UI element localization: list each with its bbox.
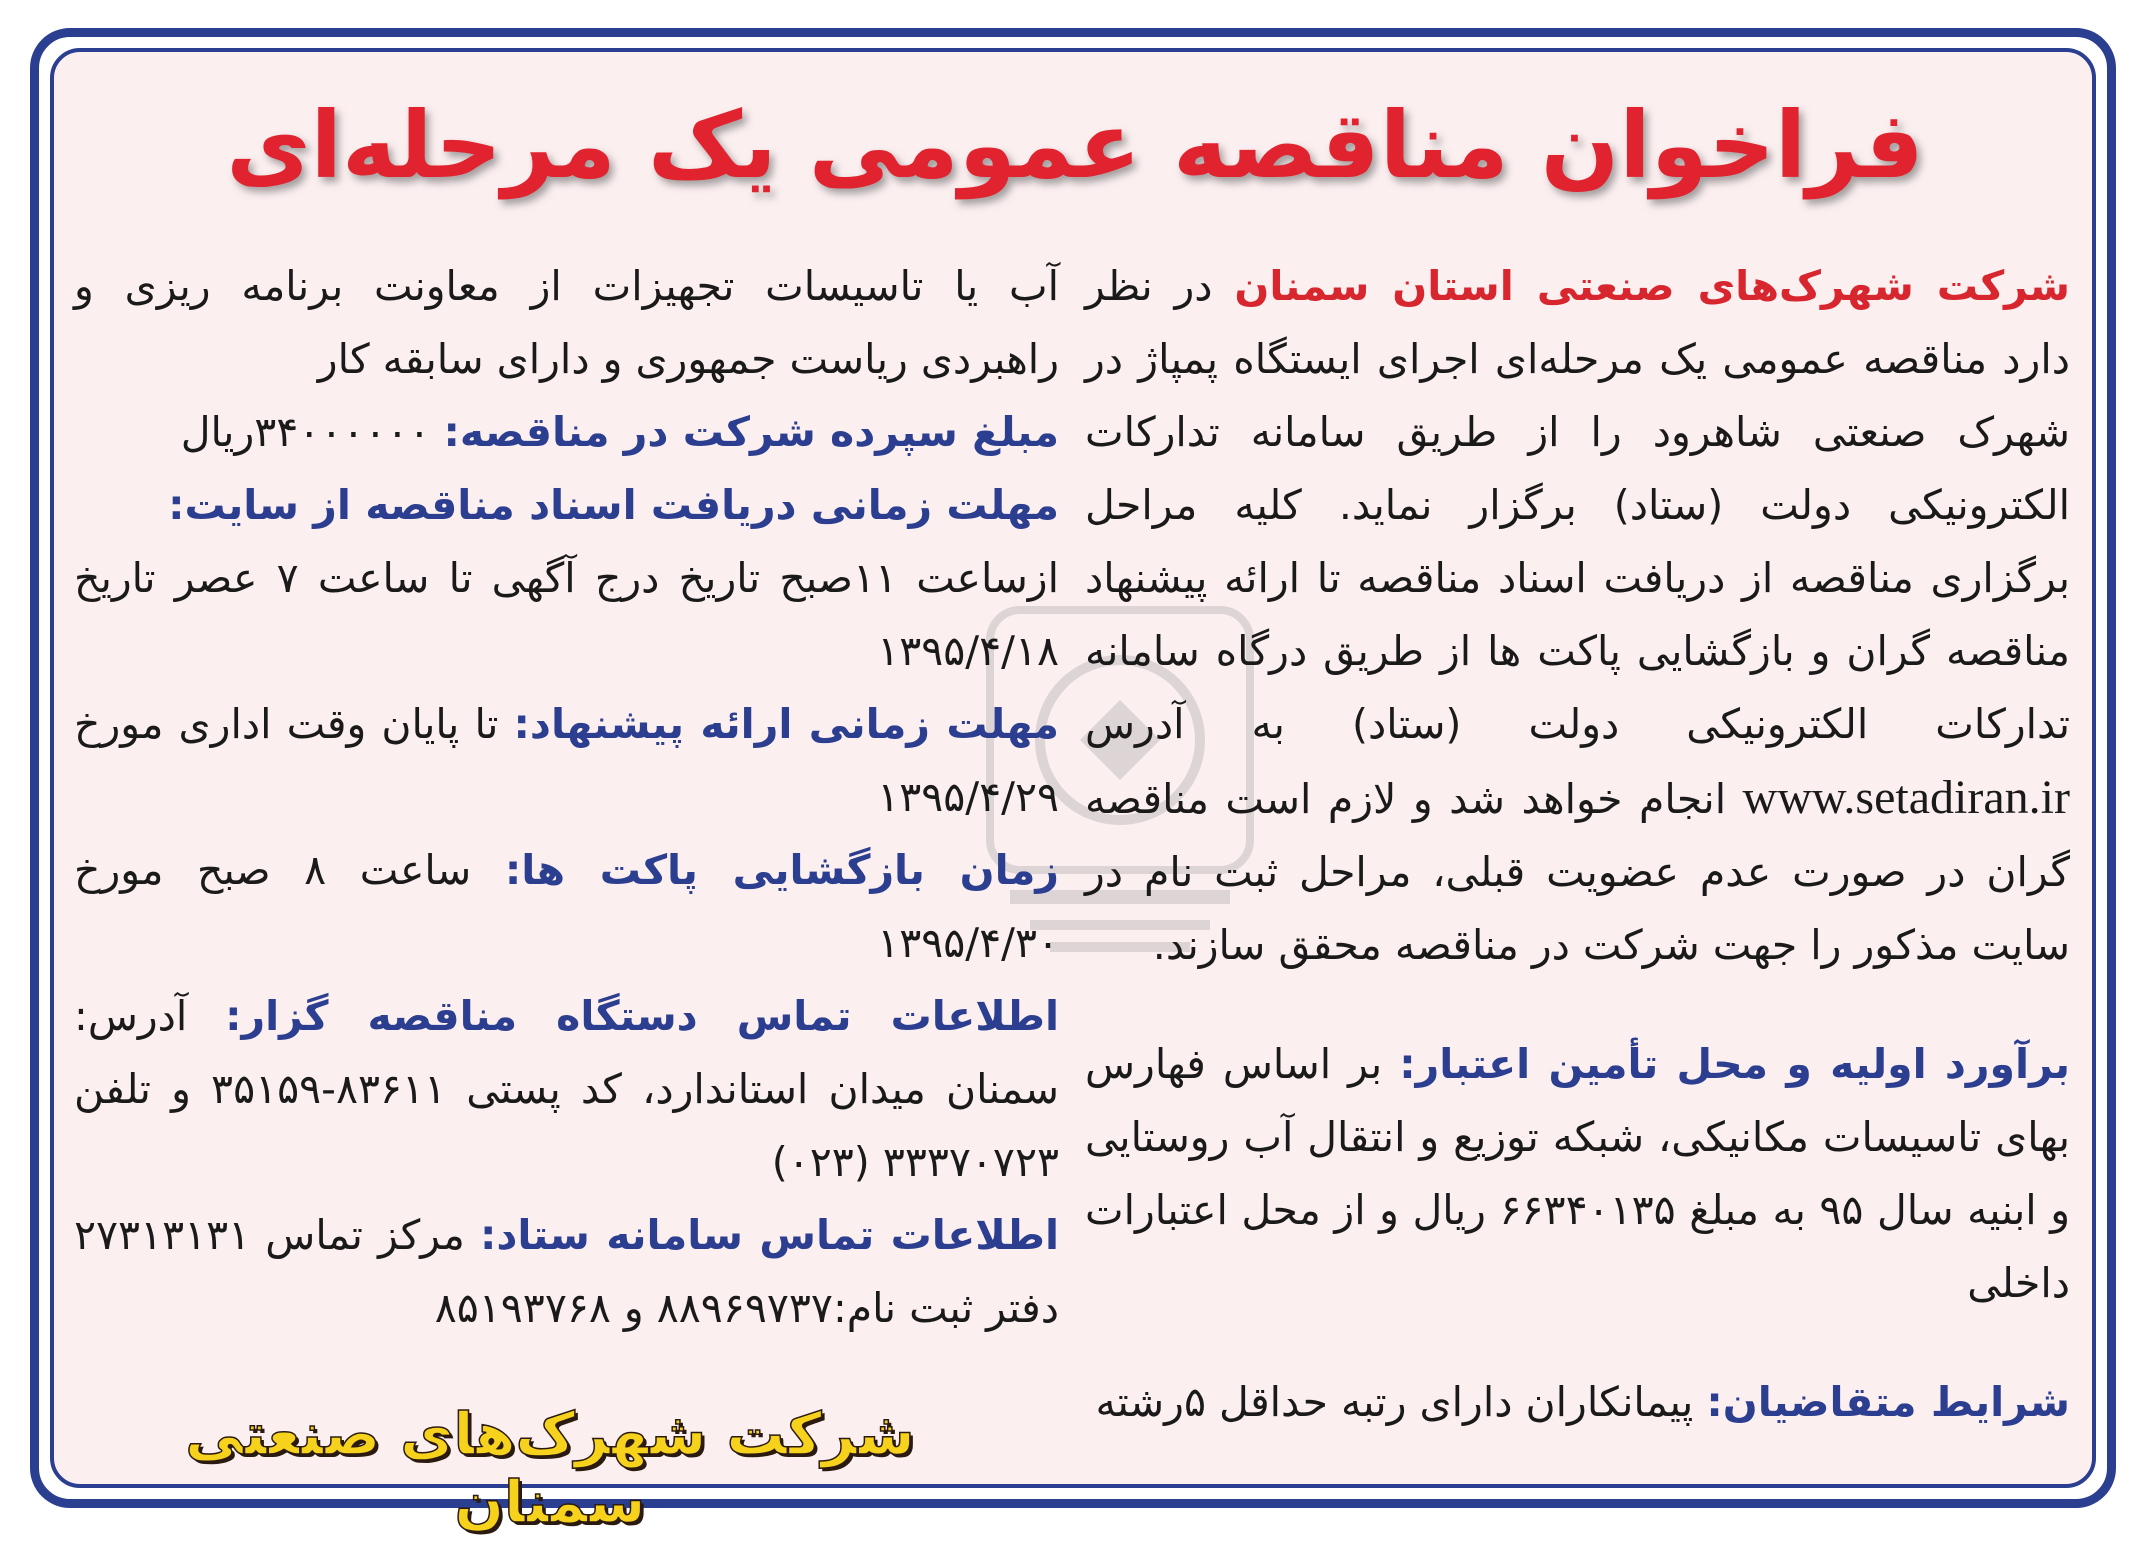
deposit-amount: ۳۴۰۰۰۰۰۰ریال bbox=[180, 408, 444, 456]
estimate-text: بر اساس فهارس بهای تاسیسات مکانیکی، شبکه توزیع و انتقال آب روستایی و ابنیه سال ۹۵ به مبلغ ۶۶۳۴۰۱۳۵ ریال و از محل اعتبارات داخلی bbox=[1085, 1040, 2070, 1307]
right-column bbox=[1085, 250, 2070, 1439]
conditions-continuation: آب یا تاسیسات تجهیزات از معاونت برنامه ریزی و راهبردی ریاست جمهوری و دارای سابقه کار bbox=[74, 262, 1059, 383]
opening-paragraph bbox=[74, 834, 1059, 980]
bid-deadline-paragraph bbox=[74, 688, 1059, 834]
contact-text: آدرس: سمنان میدان استاندارد، کد پستی ۸۳۶۱۱-۳۵۱۵۹ و تلفن ۳۳۳۷۰۷۲۳ (۰۲۳) bbox=[74, 992, 1059, 1186]
conditions-text: پیمانکاران دارای رتبه حداقل ۵رشته bbox=[1095, 1378, 1707, 1426]
estimate-paragraph bbox=[1085, 1028, 2070, 1320]
organizer-name: شرکت شهرک‌های صنعتی استان سمنان bbox=[1234, 262, 2070, 310]
contact-label: اطلاعات تماس دستگاه مناقصه گزار: bbox=[225, 992, 1059, 1040]
left-column bbox=[74, 250, 1059, 1345]
contact-paragraph bbox=[74, 980, 1059, 1199]
estimate-label: برآورد اولیه و محل تأمین اعتبار: bbox=[1399, 1040, 2070, 1088]
deposit-label: مبلغ سپرده شرکت در مناقصه: bbox=[443, 408, 1059, 456]
intro-paragraph bbox=[1085, 250, 2070, 982]
docs-deadline-text: ازساعت ۱۱صبح تاریخ درج آگهی تا ساعت ۷ عصر تاریخ ۱۳۹۵/۴/۱۸ bbox=[74, 554, 1059, 675]
setad-contact-text: مرکز تماس ۲۷۳۱۳۱۳۱ دفتر ثبت نام:۸۸۹۶۹۷۳۷ و ۸۵۱۹۳۷۶۸ bbox=[74, 1211, 1059, 1332]
opening-label: زمان بازگشایی پاکت ها: bbox=[504, 846, 1059, 894]
docs-deadline-label: مهلت زمانی دریافت اسناد مناقصه از سایت: bbox=[168, 481, 1059, 529]
setad-contact-label: اطلاعات تماس سامانه ستاد: bbox=[479, 1211, 1059, 1259]
opening-text: ساعت ۸ صبح مورخ ۱۳۹۵/۴/۳۰ bbox=[74, 846, 1059, 967]
conditions-label: شرایط متقاضیان: bbox=[1706, 1378, 2070, 1426]
docs-deadline-paragraph bbox=[74, 469, 1059, 688]
conditions-paragraph bbox=[1085, 1366, 2070, 1439]
deposit-paragraph bbox=[74, 396, 1059, 469]
bid-deadline-label: مهلت زمانی ارائه پیشنهاد: bbox=[513, 700, 1059, 748]
signature-organization: شرکت شهرک‌های صنعتی سمنان bbox=[185, 1400, 915, 1536]
setad-url-link[interactable]: www.setadiran.ir bbox=[1742, 771, 2070, 824]
page-title: فراخوان مناقصه عمومی یک مرحله‌ای bbox=[226, 92, 1924, 199]
intro-text-2: انجام خواهد شد و لازم است مناقصه گران در صورت عدم عضویت قبلی، مراحل ثبت نام در سایت مذکور را جهت شرکت در مناقصه محقق سازند. bbox=[1085, 775, 2070, 969]
setad-contact-paragraph bbox=[74, 1199, 1059, 1345]
intro-text-1: در نظر دارد مناقصه عمومی یک مرحله‌ای اجرای ایستگاه پمپاژ در شهرک صنعتی شاهرود را از طریق سامانه تدارکات الکترونیکی دولت (ستاد) برگزار نماید. کلیه مراحل برگزاری مناقصه از دریافت اسناد مناقصه تا ارائه پیشنهاد مناقصه گران و بازگشایی پاکت ها از طریق درگاه سامانه تدارکات الکترونیکی دولت (ستاد) به آدرس bbox=[1085, 262, 2070, 748]
bid-deadline-text: تا پایان وقت اداری مورخ ۱۳۹۵/۴/۲۹ bbox=[74, 700, 1059, 821]
